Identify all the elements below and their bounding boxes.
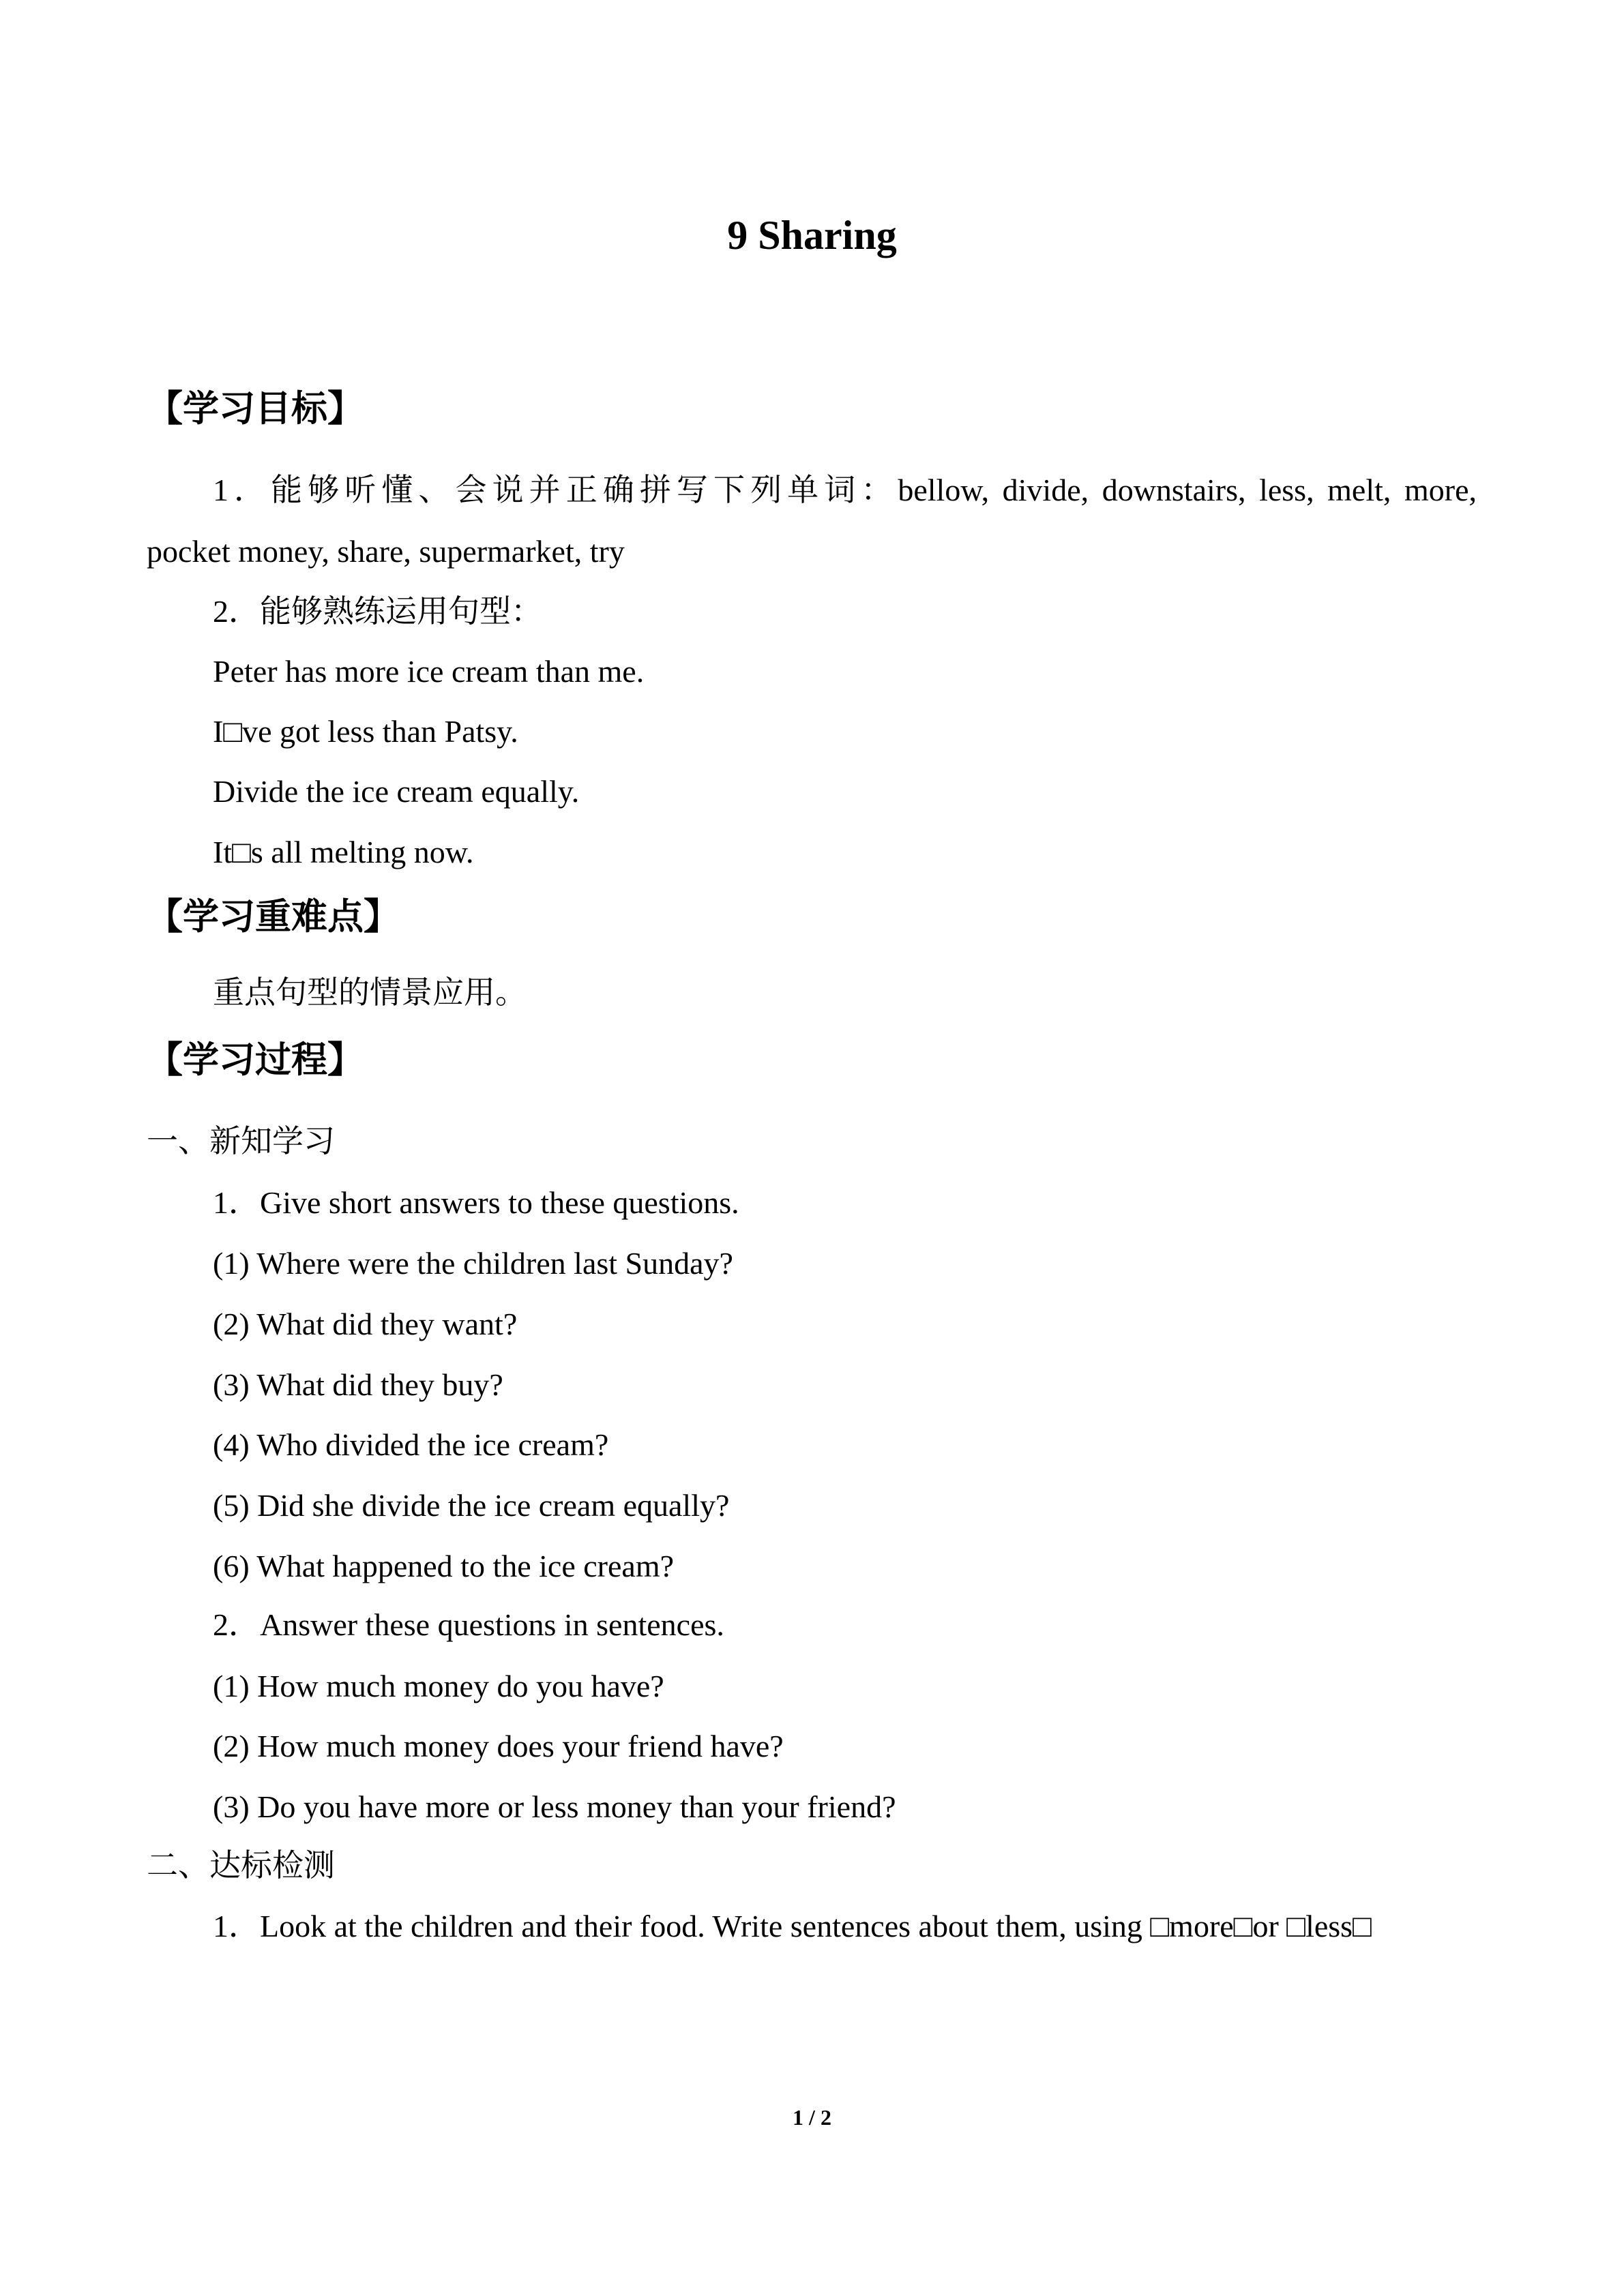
part-2-label: 二、达标检测 [147,1848,335,1883]
part-1-question-2-title: 2．Answer these questions in sentences. [213,1607,724,1642]
goals-item-1-line-2: pocket money, share, supermarket, try [147,534,625,569]
goals-item-2: 2．能够熟练运用句型： [213,594,542,629]
part-2-question-1-title: 1．Look at the children and their food. Write sentences about them, using □more□or □less□ [213,1909,1372,1943]
document-title: 9 Sharing [727,213,897,258]
heading-learning-process: 【学习过程】 [147,1041,364,1080]
goals-sentence-1: Peter has more ice cream than me. [213,654,645,689]
part-1-question-1-item-3: (3) What did they buy? [213,1367,503,1402]
part-1-question-2-item-2: (2) How much money does your friend have? [213,1729,784,1763]
heading-key-points: 【学习重难点】 [147,897,400,937]
part-1-question-1-item-5: (5) Did she divide the ice cream equally? [213,1488,730,1523]
heading-learning-goals: 【学习目标】 [147,389,364,429]
goals-item-1-line-1: 1．能够听懂、会说并正确拼写下列单词：bellow, divide, downstairs, less, melt, more, [213,473,1477,507]
part-1-question-1-item-6: (6) What happened to the ice cream? [213,1549,675,1583]
part-1-question-2-item-1: (1) How much money do you have? [213,1669,664,1703]
key-points-text: 重点句型的情景应用。 [213,975,527,1010]
goals-sentence-4: It□s all melting now. [213,835,474,869]
part-1-question-1-item-2: (2) What did they want? [213,1307,518,1341]
part-1-question-1-title: 1．Give short answers to these questions. [213,1185,739,1220]
part-1-question-1-item-1: (1) Where were the children last Sunday? [213,1246,733,1281]
page-number: 1 / 2 [793,2105,831,2130]
part-1-question-2-item-3: (3) Do you have more or less money than your friend? [213,1789,896,1824]
part-1-question-1-item-4: (4) Who divided the ice cream? [213,1427,609,1462]
part-1-label: 一、新知学习 [147,1124,335,1159]
goals-sentence-3: Divide the ice cream equally. [213,774,580,809]
goals-sentence-2: I□ve got less than Patsy. [213,714,518,749]
